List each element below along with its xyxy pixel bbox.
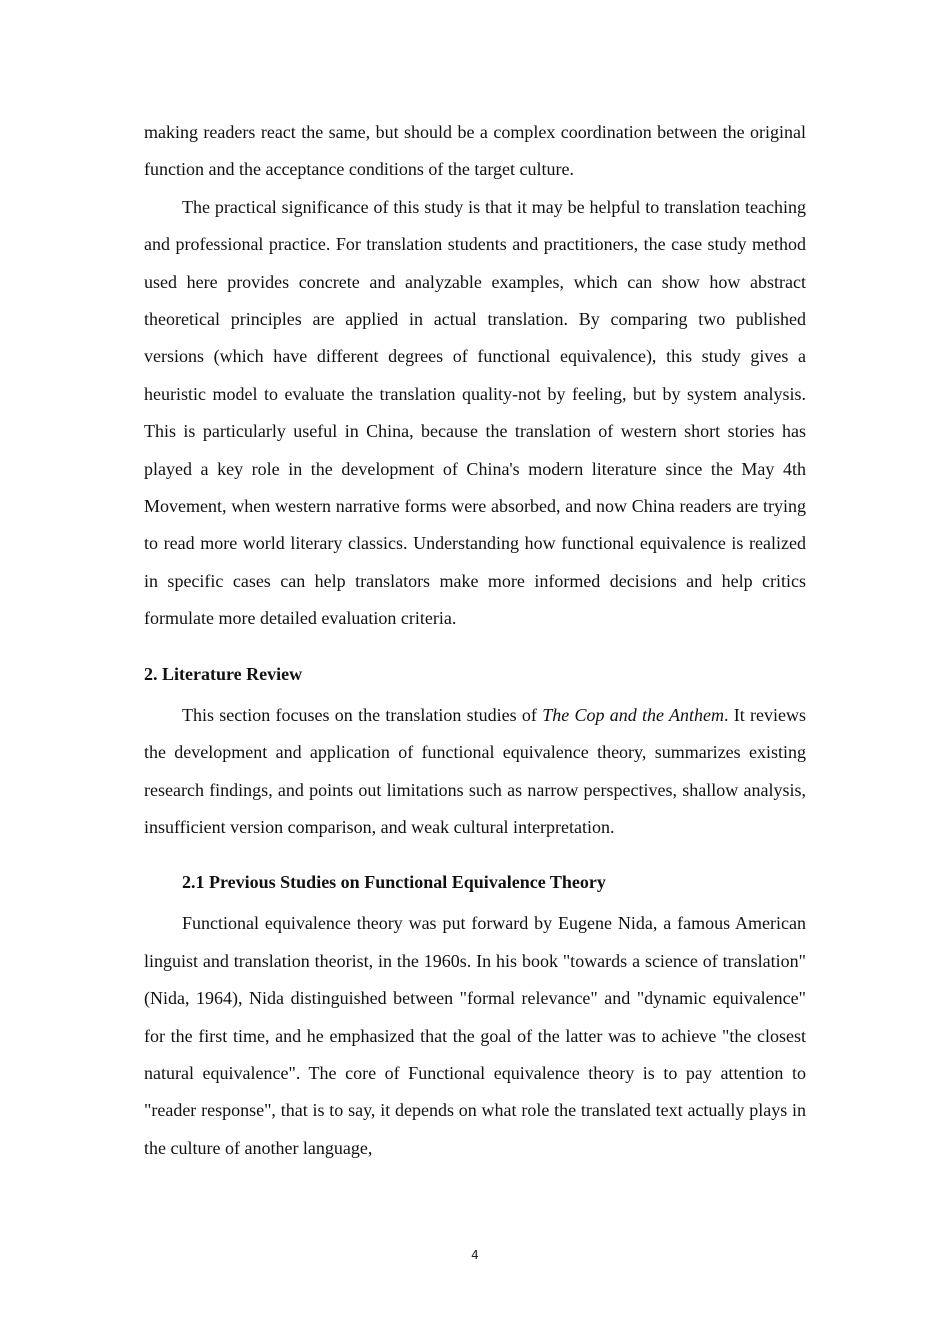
paragraph-practical-significance: The practical significance of this study is that it may be helpful to translation teaching and professional practice. For translation students and practitioners, the case study method used here provides concrete and analyzable examples, which can show how abstract theoretical principles are applied in actual translation. By comparing two published versions (which have different degrees of functional equivalence), this study gives a heuristic model to evaluate the translation quality-not by feeling, but by system analysis. This is particularly useful in China, because the translation of western short stories has played a key role in the development of China's modern literature since the May 4th Movement, when western narrative forms were absorbed, and now China readers are trying to read more world literary classics. Understanding how functional equivalence is realized in specific cases can help translators make more informed decisions and help critics formulate more detailed evaluation criteria. <box>144 196 806 629</box>
work-title: The Cop and the Anthem <box>542 704 724 725</box>
subsection-heading-previous-studies: 2.1 Previous Studies on Functional Equivalence Theory <box>182 872 606 893</box>
paragraph-functional-equivalence: Functional equivalence theory was put forward by Eugene Nida, a famous American linguist and translation theorist, in the 1960s. In his book "towards a science of translation" (Nida, 1964), Nida distinguished between "formal relevance" and "dynamic equivalence" for the first time, and he emphasized that the goal of the latter was to achieve "the closest natural equivalence". The core of Functional equivalence theory is to pay attention to "reader response", that is to say, it depends on what role the translated text actually plays in the culture of another language, <box>144 913 806 1158</box>
document-page <box>144 114 806 1167</box>
paragraph-continuation: making readers react the same, but should be a complex coordination between the original function and the acceptance conditions of the target culture. <box>144 122 806 180</box>
paragraph-section-intro <box>144 697 806 847</box>
page-number: 4 <box>471 1248 479 1262</box>
intro-text-after: . It reviews the development and application of functional equivalence theory, summarizes existing research findings, and points out limitations such as narrow perspectives, shallow analysis, insufficient version comparison, and weak cultural interpretation. <box>144 704 807 837</box>
section-heading-literature-review: 2. Literature Review <box>144 663 303 684</box>
intro-text-before: This section focuses on the translation studies of <box>182 704 543 725</box>
